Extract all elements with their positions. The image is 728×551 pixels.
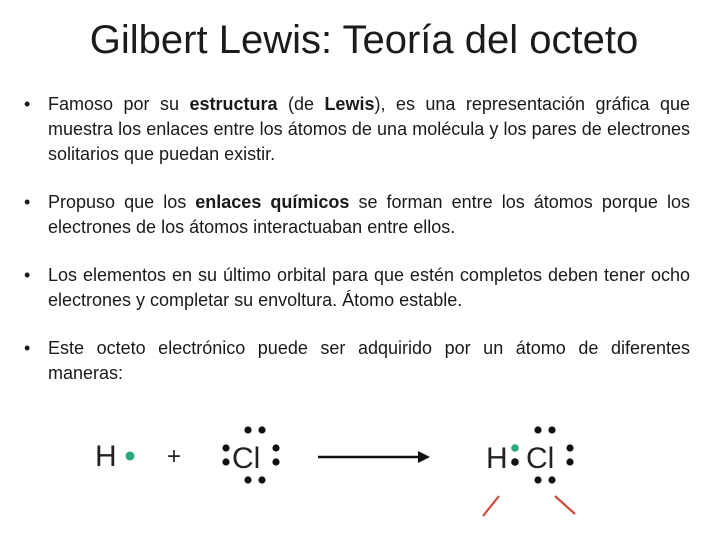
electron-dot — [272, 444, 279, 451]
lewis-diagram — [0, 400, 728, 546]
slide-title: Gilbert Lewis: Teoría del octeto — [89, 18, 639, 62]
bullet-item: • Los elementos en su último orbital para que estén completos deben tener ocho electrones y completar su envoltura. Átomo estable. — [22, 263, 690, 313]
electron-dot — [548, 426, 555, 433]
electron-dot — [534, 476, 541, 483]
shared-electron-cl — [511, 458, 519, 466]
reaction-arrow — [318, 451, 430, 463]
electron-dot — [258, 426, 265, 433]
shared-electron-h — [511, 444, 519, 452]
electron-dot — [244, 476, 251, 483]
bullet-list — [22, 92, 690, 409]
bond-line-left — [483, 496, 499, 516]
electron-dot — [534, 426, 541, 433]
bond-line-right — [555, 496, 575, 514]
chlorine-symbol: Cl — [232, 442, 261, 475]
electron-dot — [258, 476, 265, 483]
electron-dot — [222, 458, 229, 465]
bold-term: Lewis — [324, 94, 375, 114]
electron-dot — [244, 426, 251, 433]
bullet-item: • Famoso por su estructura (de Lewis), es una representación gráfica que muestra los enlaces entre los átomos de una molécula y los pares de electrones solitarios que puedan existir. — [22, 92, 690, 167]
plus-sign: + — [167, 443, 182, 470]
electron-dot — [566, 458, 573, 465]
product-hydrogen-symbol: H — [486, 442, 508, 475]
hydrogen-electron — [126, 452, 135, 461]
electron-dot — [222, 444, 229, 451]
lewis-equation — [0, 400, 728, 546]
electron-dot — [272, 458, 279, 465]
electron-dot — [548, 476, 555, 483]
bullet-item: • Este octeto electrónico puede ser adquirido por un átomo de diferentes maneras: — [22, 336, 690, 386]
electron-dot — [566, 444, 573, 451]
bullet-item: • Propuso que los enlaces químicos se forman entre los átomos porque los electrones de los átomos interactuaban entre ellos. — [22, 190, 690, 240]
bold-term: enlaces químicos — [195, 192, 350, 212]
product-chlorine-symbol: Cl — [526, 442, 555, 475]
bold-term: estructura — [189, 94, 278, 114]
hydrogen-symbol: H — [95, 440, 117, 473]
